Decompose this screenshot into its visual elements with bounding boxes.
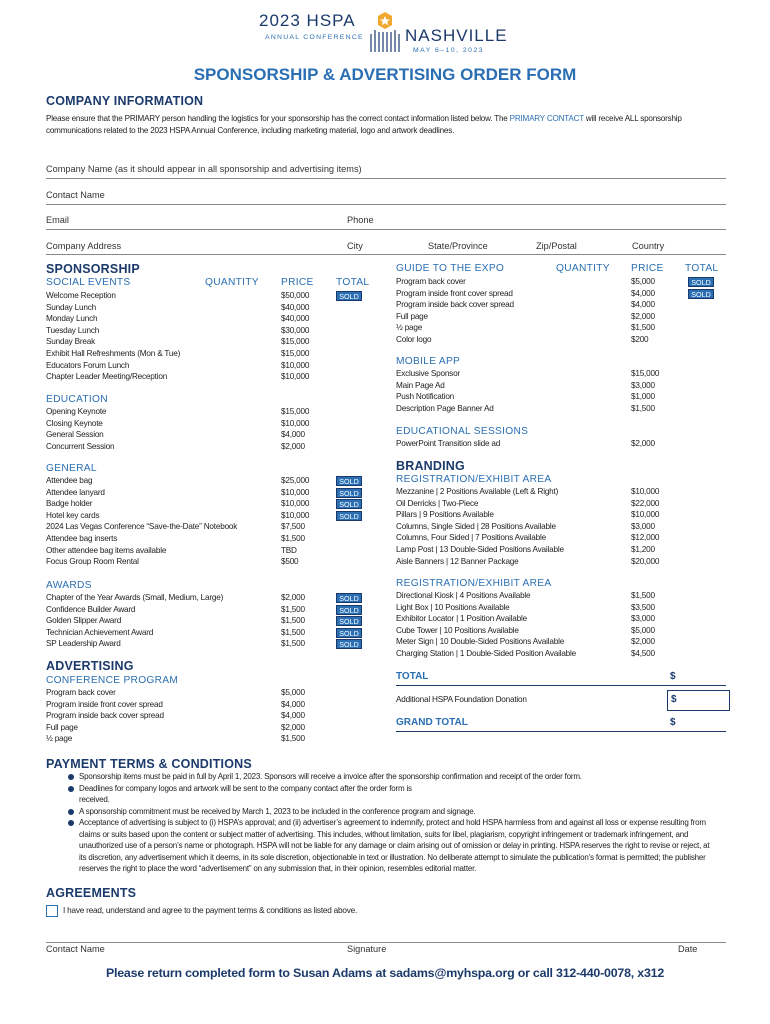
email-label: Email — [46, 215, 69, 225]
company-info-heading: COMPANY INFORMATION — [46, 94, 204, 108]
intro-text-c: will receive ALL sponsorship communications related to the 2023 HSPA Annual Conference, including marketing material, logo and artwork deadlines. — [46, 114, 682, 135]
guide-expo-title: GUIDE TO THE EXPO — [396, 263, 505, 274]
total-line — [396, 685, 726, 686]
list-item: Chapter Leader Meeting/Reception — [46, 372, 168, 382]
price-value: $4,000 — [281, 711, 305, 721]
general-sold — [336, 476, 362, 522]
list-item: SP Leadership Award — [46, 639, 121, 649]
price-value: $1,200 — [631, 544, 655, 554]
list-item: General Session — [46, 430, 104, 440]
reg2-items — [396, 590, 576, 660]
list-item: Cube Tower | 10 Positions Available — [396, 625, 519, 635]
price-value: $10,000 — [281, 418, 310, 428]
sold-badge: SOLD — [688, 277, 714, 287]
sold-badge: SOLD — [336, 476, 362, 486]
price-value: $1,500 — [631, 403, 655, 413]
reg1-items — [396, 486, 564, 567]
country-label: Country — [632, 241, 665, 251]
list-item: Closing Keynote — [46, 418, 103, 428]
list-item: Confidence Builder Award — [46, 604, 136, 614]
nashville-skyline-icon — [365, 10, 405, 54]
donation-currency: $ — [671, 694, 677, 705]
agreements-heading: AGREEMENTS — [46, 886, 137, 900]
price-value: $4,500 — [631, 648, 655, 658]
list-item: Pillars | 9 Positions Available — [396, 510, 494, 520]
list-item: Program inside front cover spread — [46, 699, 163, 709]
list-item: Lamp Post | 13 Double-Sided Positions Available — [396, 544, 564, 554]
price-value: $2,000 — [281, 593, 305, 602]
edu-sessions-prices — [631, 438, 655, 450]
price-value: $5,000 — [281, 688, 305, 697]
list-item: Technician Achievement Award — [46, 627, 154, 637]
list-item: Color logo — [396, 334, 432, 344]
price-value: $1,500 — [631, 591, 655, 600]
price-value: $1,500 — [281, 734, 305, 744]
reg-area-title-1: REGISTRATION/EXHIBIT AREA — [396, 474, 552, 485]
list-item: Light Box | 10 Positions Available — [396, 602, 510, 612]
price-value: $10,000 — [281, 499, 310, 509]
program-prices — [281, 687, 305, 745]
price-value: $4,000 — [281, 430, 305, 440]
list-item: Program back cover — [396, 277, 466, 286]
total-label: TOTAL — [396, 671, 429, 682]
price-value: $10,000 — [631, 510, 660, 520]
company-intro — [46, 113, 716, 137]
list-item: Columns, Single Sided | 28 Positions Available — [396, 521, 556, 531]
zip-label: Zip/Postal — [536, 241, 577, 251]
general-items — [46, 475, 237, 568]
price-value: $1,500 — [281, 627, 305, 637]
list-item: Welcome Reception — [46, 291, 116, 300]
general-title: GENERAL — [46, 463, 97, 474]
payment-terms-list — [68, 771, 718, 875]
guide-prices — [631, 276, 655, 346]
list-item: Hotel key cards — [46, 510, 100, 520]
edu-sessions-title: EDUCATIONAL SESSIONS — [396, 426, 529, 437]
list-item: Oil Derricks | Two-Piece — [396, 498, 479, 508]
price-value: $50,000 — [281, 291, 310, 300]
term-item: Deadlines for company logos and artwork will be sent to the company contact after the order form is received. — [68, 783, 423, 806]
list-item: Attendee bag inserts — [46, 533, 118, 543]
list-item: Tuesday Lunch — [46, 325, 100, 335]
list-item: Mezzanine | 2 Positions Available (Left & Right) — [396, 487, 559, 496]
price-value: $3,000 — [631, 380, 655, 390]
sponsorship-heading: SPONSORSHIP — [46, 262, 140, 276]
sold-badge: SOLD — [336, 639, 362, 649]
price-value: $4,000 — [631, 300, 655, 310]
price-value: $10,000 — [281, 487, 310, 497]
sold-badge: SOLD — [336, 605, 362, 615]
list-item: ½ page — [46, 734, 73, 744]
list-item: Meter Sign | 10 Double-Sided Positions Available — [396, 637, 565, 647]
city-label: City — [347, 241, 363, 251]
donation-label: Additional HSPA Foundation Donation — [396, 695, 527, 704]
mobile-app-title: MOBILE APP — [396, 356, 461, 367]
donation-field[interactable] — [667, 690, 730, 711]
awards-sold — [336, 593, 362, 651]
event-sub-left: ANNUAL CONFERENCE — [265, 34, 364, 41]
address-label: Company Address — [46, 241, 122, 251]
signature-line — [46, 942, 726, 943]
guide-price-header: PRICE — [631, 263, 664, 274]
sold-badge: SOLD — [336, 488, 362, 498]
price-value: $2,000 — [631, 439, 655, 448]
sold-badge: SOLD — [336, 499, 362, 509]
price-value: $200 — [631, 334, 649, 344]
price-value: $15,000 — [281, 407, 310, 416]
list-item: Program inside back cover spread — [46, 711, 164, 721]
price-value: $3,000 — [631, 614, 655, 624]
list-item: Columns, Four Sided | 7 Positions Available — [396, 533, 546, 543]
guide-sold — [688, 277, 714, 300]
program-items — [46, 687, 164, 745]
mobile-items — [396, 368, 494, 414]
grand-total-line — [396, 731, 726, 732]
list-item: ½ page — [396, 323, 423, 333]
list-item: Exhibitor Locator | 1 Position Available — [396, 614, 527, 624]
price-value: $40,000 — [281, 314, 310, 324]
state-label: State/Province — [428, 241, 488, 251]
reg-area-title-2: REGISTRATION/EXHIBIT AREA — [396, 578, 552, 589]
price-value: $5,000 — [631, 277, 655, 286]
general-prices — [281, 475, 309, 568]
phone-label: Phone — [347, 215, 374, 225]
awards-prices — [281, 592, 305, 650]
education-title: EDUCATION — [46, 394, 108, 405]
list-item: Attendee lanyard — [46, 487, 105, 497]
price-value: $2,000 — [631, 311, 655, 321]
address-line — [46, 254, 726, 255]
mobile-prices — [631, 368, 659, 414]
branding-heading: BRANDING — [396, 459, 465, 473]
guide-quantity-header: QUANTITY — [556, 263, 610, 274]
list-item: Attendee bag — [46, 476, 93, 485]
price-value: $1,500 — [281, 639, 305, 649]
price-value: $15,000 — [631, 369, 660, 378]
price-value: $15,000 — [281, 337, 310, 347]
price-value: $3,500 — [631, 602, 655, 612]
list-item: Push Notification — [396, 392, 455, 402]
payment-heading: PAYMENT TERMS & CONDITIONS — [46, 757, 252, 771]
price-value: $1,500 — [281, 533, 305, 543]
list-item: Directional Kiosk | 4 Positions Available — [396, 591, 531, 600]
term-item: Sponsorship items must be paid in full by April 1, 2023. Sponsors will receive a invoice after the sponsorship confirmation and receipt of the order form. — [68, 771, 718, 783]
price-value: $500 — [281, 557, 299, 567]
awards-items — [46, 592, 223, 650]
intro-primary-contact: PRIMARY CONTACT — [509, 114, 584, 123]
price-value: $7,500 — [281, 522, 305, 532]
price-value: $20,000 — [631, 556, 660, 566]
list-item: Opening Keynote — [46, 407, 107, 416]
price-value: $10,000 — [631, 487, 660, 496]
list-item: PowerPoint Transition slide ad — [396, 439, 501, 448]
total-currency: $ — [670, 671, 676, 682]
list-item: Chapter of the Year Awards (Small, Medium, Large) — [46, 593, 224, 602]
quantity-col-header: QUANTITY — [205, 277, 259, 288]
education-prices — [281, 406, 309, 452]
list-item: Other attendee bag items available — [46, 545, 167, 555]
list-item: Program inside front cover spread — [396, 288, 513, 298]
sold-badge: SOLD — [336, 511, 362, 521]
signature-label: Signature — [347, 944, 387, 954]
list-item: Sunday Lunch — [46, 302, 96, 312]
event-name-left: 2023 HSPA — [259, 11, 356, 30]
price-value: $12,000 — [631, 533, 660, 543]
list-item: Charging Station | 1 Double-Sided Position Available — [396, 648, 577, 658]
price-value: $1,500 — [631, 323, 655, 333]
price-value: $1,500 — [281, 616, 305, 626]
price-value: $10,000 — [281, 510, 310, 520]
list-item: Program inside back cover spread — [396, 300, 514, 310]
price-value: $40,000 — [281, 302, 310, 312]
company-name-line — [46, 178, 726, 179]
price-value: $22,000 — [631, 498, 660, 508]
price-value: $2,000 — [281, 722, 305, 732]
total-col-header: TOTAL — [336, 277, 370, 288]
sold-badge: SOLD — [336, 616, 362, 626]
sold-badge: SOLD — [336, 628, 362, 638]
price-value: $3,000 — [631, 521, 655, 531]
social-sold — [336, 291, 362, 303]
term-item: Acceptance of advertising is subject to (i) HSPA’s approval; and (ii) advertiser’s agreement to indemnify, protect and hold HSPA harmless from and against all loss or expense resulting from claims or suits based upon the content or subject matter of advertising. This includes, without limitation, suits for libel, plagiarism, copyright infringement or trademark infringement, and unauthorized use of a person’s name or photograph. HSPA will not be liable for any damage or claim arising out of omission or delay in printing. HSPA reserves the right to revise or reject, at its discretion, any advertisement which it deems, in its sole discretion, objectionable in text or illustration. No deliberate attempt to simulate the publication’s format is permitted; the publisher reserves the right to place the word “advertisement” on any submission that, in their opinion, resembles editorial matter. — [68, 817, 718, 875]
contact-name-sign-label: Contact Name — [46, 944, 105, 954]
email-phone-line — [46, 229, 726, 230]
guide-items — [396, 276, 514, 346]
intro-text-a: Please ensure that the PRIMARY person handling the logistics for your sponsorship has the correct contact information listed below. The — [46, 114, 510, 123]
list-item: 2024 Las Vegas Conference “Save-the-Date” Notebook — [46, 522, 238, 532]
social-prices — [281, 290, 309, 383]
event-logo — [255, 10, 515, 60]
sold-badge: SOLD — [688, 289, 714, 299]
price-value: $25,000 — [281, 476, 310, 485]
price-value: $30,000 — [281, 325, 310, 335]
list-item: Exhibit Hall Refreshments (Mon & Tue) — [46, 348, 181, 358]
list-item: Full page — [396, 311, 428, 321]
event-sub-right: MAY 6–10, 2023 — [413, 47, 485, 54]
social-events-title: SOCIAL EVENTS — [46, 277, 131, 288]
price-value: $2,000 — [281, 441, 305, 451]
price-value: $5,000 — [631, 625, 655, 635]
date-label: Date — [678, 944, 698, 954]
conference-program-title: CONFERENCE PROGRAM — [46, 675, 179, 686]
list-item: Sunday Break — [46, 337, 96, 347]
list-item: Focus Group Room Rental — [46, 557, 139, 567]
list-item: Monday Lunch — [46, 314, 98, 324]
education-items — [46, 406, 114, 452]
reg2-prices — [631, 590, 655, 660]
list-item: Program back cover — [46, 688, 116, 697]
list-item: Aisle Banners | 12 Banner Package — [396, 556, 519, 566]
grand-total-currency: $ — [670, 717, 676, 728]
company-name-label: Company Name (as it should appear in all sponsorship and advertising items) — [46, 164, 362, 174]
agree-checkbox[interactable] — [46, 905, 58, 917]
list-item: Description Page Banner Ad — [396, 403, 494, 413]
list-item: Concurrent Session — [46, 441, 115, 451]
price-value: $15,000 — [281, 348, 310, 358]
price-col-header: PRICE — [281, 277, 314, 288]
event-name-right: NASHVILLE — [405, 26, 508, 45]
price-value: $1,000 — [631, 392, 655, 402]
guide-total-header: TOTAL — [685, 263, 719, 274]
list-item: Exclusive Sponsor — [396, 369, 460, 378]
price-value: $4,000 — [631, 288, 655, 298]
contact-name-line — [46, 204, 726, 205]
sold-badge: SOLD — [336, 291, 362, 301]
price-value: $10,000 — [281, 372, 310, 382]
sold-badge: SOLD — [336, 593, 362, 603]
price-value: $1,500 — [281, 604, 305, 614]
reg1-prices — [631, 486, 659, 567]
awards-title: AWARDS — [46, 580, 92, 591]
grand-total-label: GRAND TOTAL — [396, 717, 468, 728]
list-item: Full page — [46, 722, 78, 732]
price-value: $2,000 — [631, 637, 655, 647]
edu-sessions-items — [396, 438, 500, 450]
list-item: Golden Slipper Award — [46, 616, 122, 626]
price-value: $10,000 — [281, 360, 310, 370]
list-item: Main Page Ad — [396, 380, 445, 390]
form-title: SPONSORSHIP & ADVERTISING ORDER FORM — [193, 65, 577, 84]
term-item: A sponsorship commitment must be received by March 1, 2023 to be included in the conference program and signage. — [68, 806, 718, 818]
agree-checkbox-label: I have read, understand and agree to the payment terms & conditions as listed above. — [63, 906, 358, 915]
list-item: Badge holder — [46, 499, 93, 509]
social-items — [46, 290, 180, 383]
list-item: Educators Forum Lunch — [46, 360, 130, 370]
contact-name-label: Contact Name — [46, 190, 105, 200]
return-instructions: Please return completed form to Susan Adams at sadams@myhspa.org or call 312-440-0078, x312 — [105, 966, 665, 980]
price-value: TBD — [281, 545, 297, 555]
advertising-heading: ADVERTISING — [46, 659, 134, 673]
price-value: $4,000 — [281, 699, 305, 709]
